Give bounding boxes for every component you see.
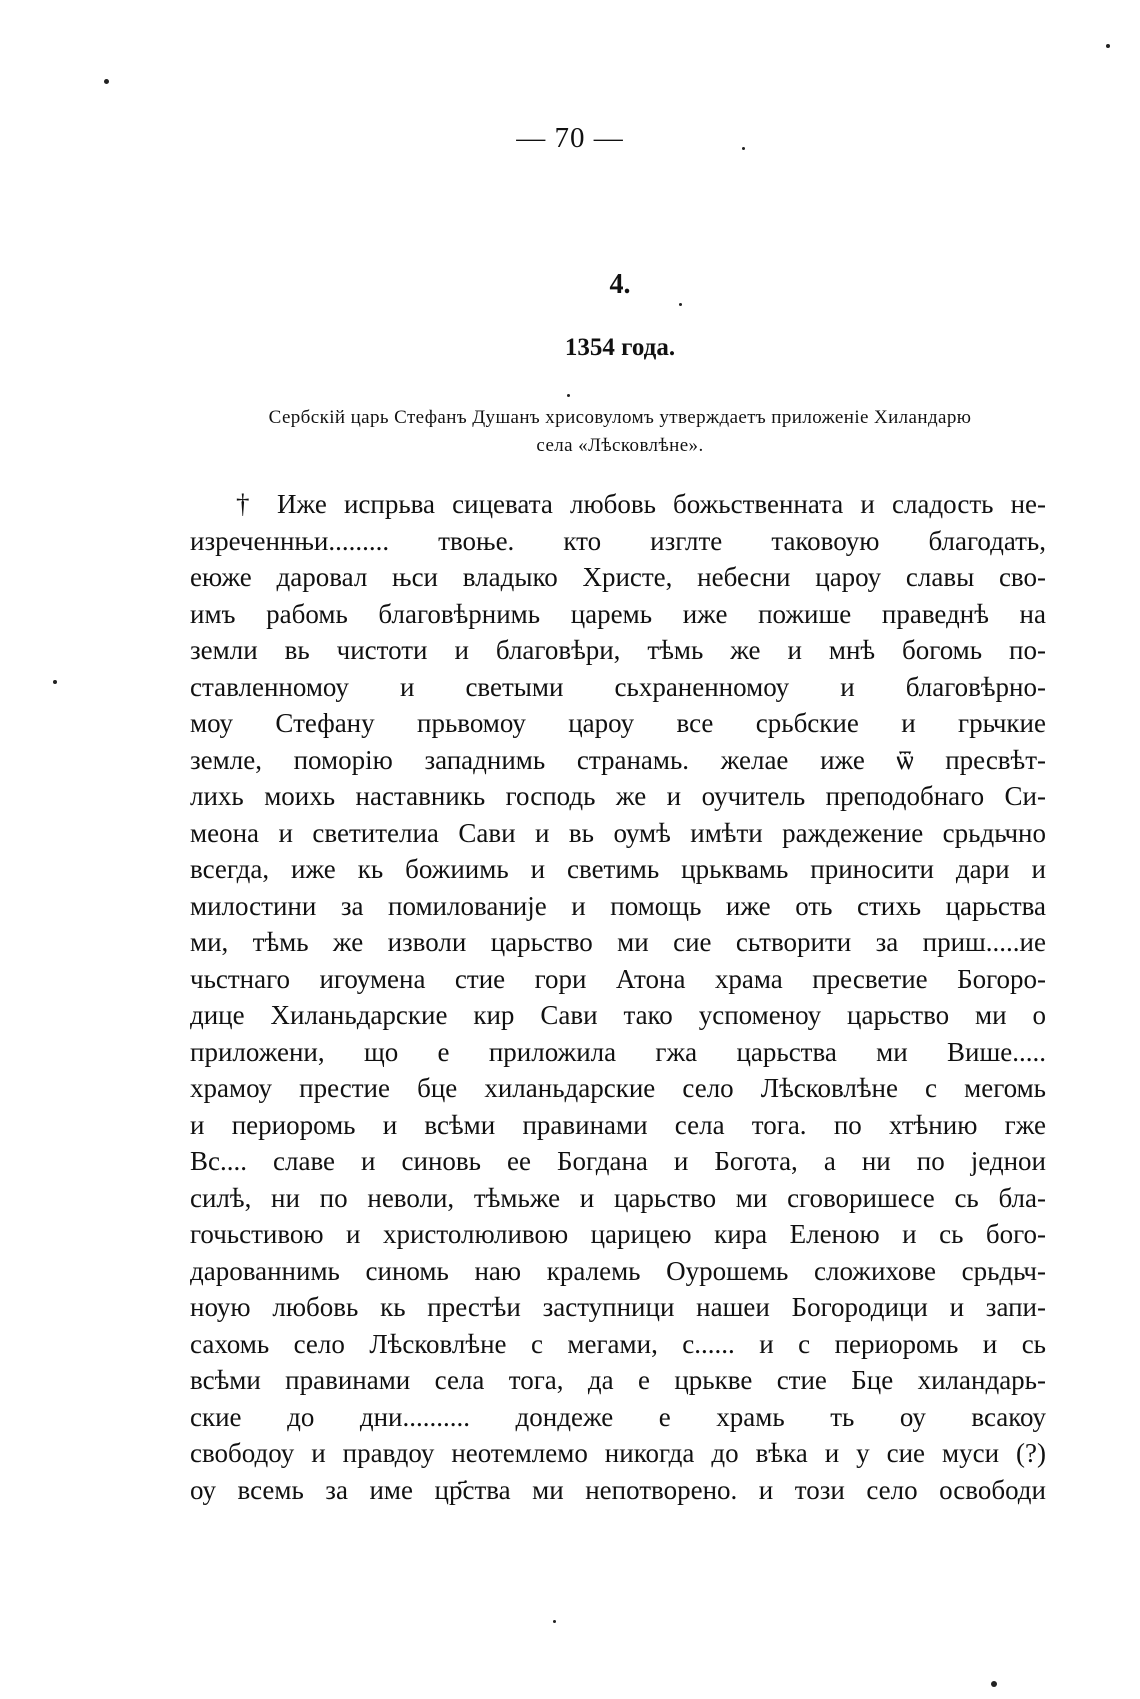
text-line: ми, тѣмь же изволи царьство ми сие сьтворити за приш.....ие: [190, 927, 1046, 957]
text-line: храмоу престие бце хиланьдарские село Лѣсковлѣне с мегомь: [190, 1073, 1046, 1103]
text-line: лихь моихь наставникь господь же и оучитель преподобнаго Си-: [190, 781, 1046, 811]
text-line: земли вь чистоти и благовѣри, тѣмь же и мнѣ богомь по-: [190, 635, 1046, 665]
print-speck: [679, 303, 682, 306]
text-line: меона и светителиа Сави и вь оумѣ имѣти раждежение срьдьчно: [190, 817, 1046, 848]
text-line: сахомь село Лѣсковлѣне с мегами, с...... и с периоромь и сь: [190, 1328, 1046, 1359]
text-line: еюже даровал њси владыко Христе, небесни цароу славы сво-: [190, 562, 1046, 592]
text-line: ские до дни.......... дондеже е храмь ть оу всакоу: [190, 1401, 1046, 1432]
print-speck: [567, 394, 570, 397]
text-line: гочьстивою и христолюливою царицею кира Еленою и сь бого-: [190, 1219, 1046, 1249]
text-line: ставленномоу и светыми сьхраненномоу и благовѣрно-: [190, 671, 1046, 702]
print-speck: [104, 79, 109, 84]
print-speck: [1106, 44, 1110, 48]
text-line: свободоу и правдоу неотемлемо никогда до вѣка и у сие муси (?): [190, 1438, 1046, 1468]
text-line: изреченнњи......... твоње. кто изглте таковоую благодать,: [190, 525, 1046, 556]
document-year: 1354 года.: [564, 334, 676, 361]
text-line: имъ рабомь благовѣрнимь царемь иже пожише праведнѣ на: [190, 598, 1046, 629]
text-line: всегда, иже кь божиимь и светимь црьквамь приносити дари и: [190, 854, 1046, 884]
document-number: 4.: [609, 269, 631, 300]
text-line: моу Стефану прьвомоу цароу все срьбские и грьчкие: [190, 708, 1046, 738]
summary-line: Сербскій царь Стефанъ Душанъ хрисовуломъ утверждаетъ приложеніе Хиландарю: [268, 407, 972, 428]
text-line: силѣ, ни по неволи, тѣмьже и царьство ми сговоришесе сь бла-: [190, 1182, 1046, 1213]
print-speck: [53, 680, 57, 684]
text-line: дарованнимь синомь наю кралемь Оурошемь сложихове срьдьч-: [190, 1255, 1046, 1286]
text-line: чьстнаго игоумена стие гори Атона храма пресветие Богоро-: [190, 963, 1046, 994]
text-line: оу всемь за име цр҃ства ми непотворено. и този село освободи: [190, 1474, 1046, 1505]
text-line: ноую любовь кь престѣи заступници нашеи Богородици и запи-: [190, 1292, 1046, 1322]
text-line: † Иже испрьва сицевата любовь божьственната и сладость не-: [236, 489, 1046, 519]
text-line: дице Хиланьдарские кир Сави тако успоменоу царьство ми о: [190, 1000, 1046, 1030]
charter-text: [190, 486, 1046, 1508]
text-line: милостини за помилованије и помощь иже оть стихь царьства: [190, 890, 1046, 921]
text-line: земле, поморію западнимь странамь. желае иже ѿ пресвѣт-: [190, 744, 1046, 775]
print-speck: [553, 1620, 556, 1623]
page-number: — 70 —: [516, 122, 624, 154]
text-line: приложени, що е приложила гжа царьства ми Више.....: [190, 1036, 1046, 1067]
text-line: Вс.... славе и синовь ее Богдана и Богота, а ни по једнои: [190, 1146, 1046, 1176]
summary-line: села «Лѣсковлѣне».: [536, 435, 704, 456]
print-speck: [991, 1681, 997, 1687]
text-line: всѣми правинами села тога, да е црькве стие Бце хиландарь-: [190, 1365, 1046, 1395]
document-summary: [185, 404, 1055, 460]
text-line: и периоромь и всѣми правинами села тога. по хтѣнию гже: [190, 1109, 1046, 1140]
